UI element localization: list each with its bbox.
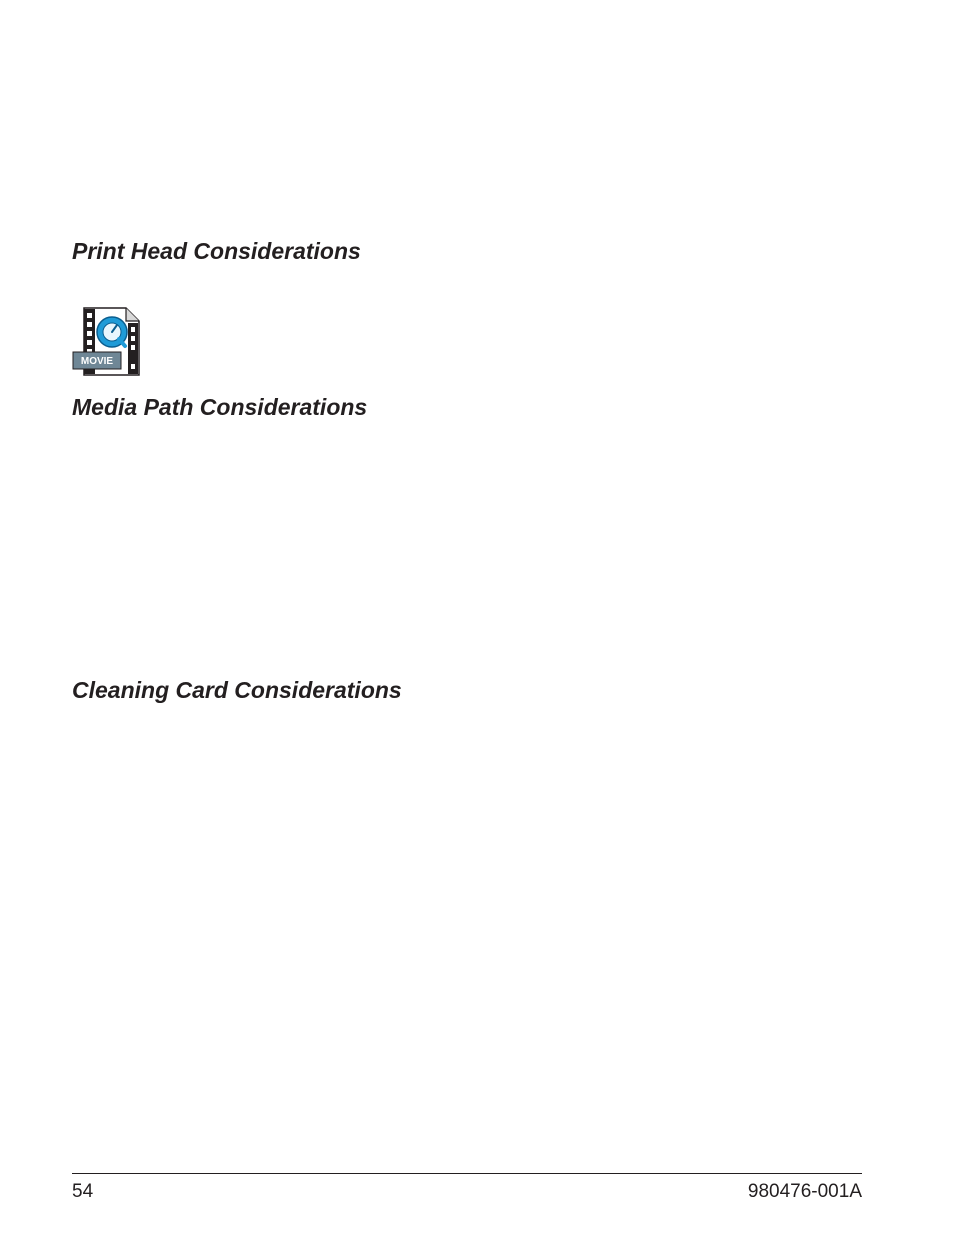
footer-rule: [72, 1173, 862, 1174]
section-heading-cleaning-card: Cleaning Card Considerations: [72, 677, 402, 703]
document-number: 980476-001A: [747, 1181, 862, 1202]
section-heading-media-path: Media Path Considerations: [72, 394, 368, 420]
quicktime-movie-icon[interactable]: [72, 306, 142, 378]
page-number: 54: [72, 1181, 94, 1202]
movie-label: MOVIE: [80, 356, 114, 367]
section-heading-print-head: Print Head Considerations: [72, 238, 361, 264]
